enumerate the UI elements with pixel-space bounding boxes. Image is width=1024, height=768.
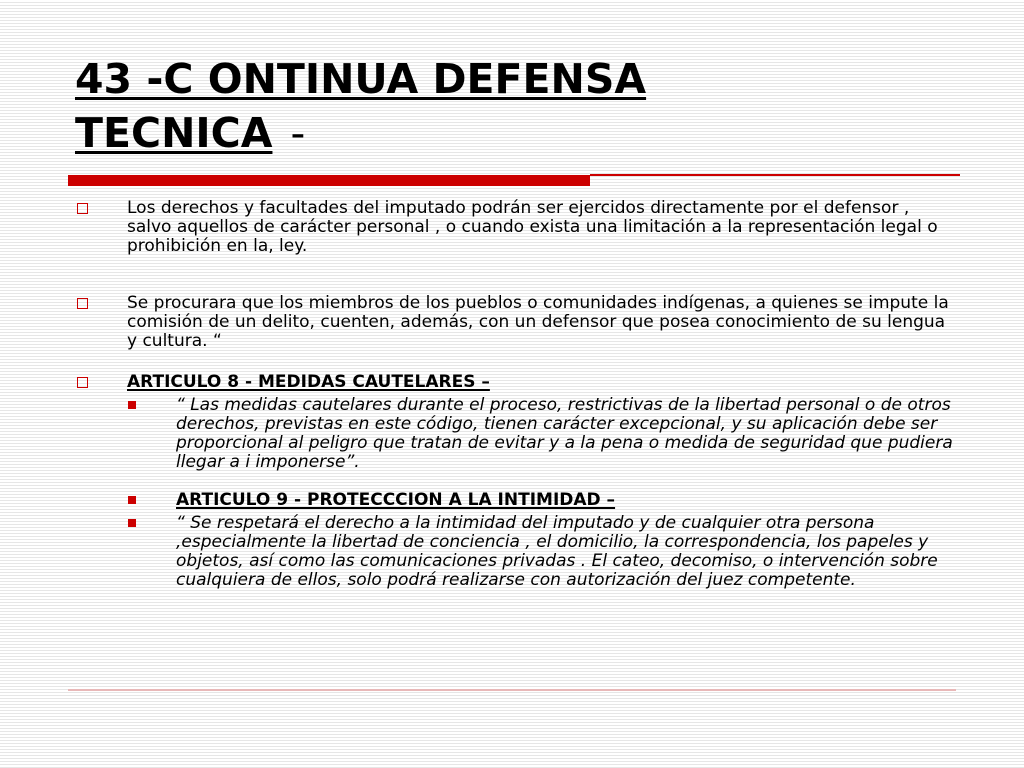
bullet-text: Los derechos y facultades del imputado podrán ser ejercidos directamente por el defensor , salvo aquellos de carácter personal , o cuando exista una limitación a la representación legal o prohibición en la, ley. bbox=[127, 198, 938, 256]
title-line-2: TECNICA bbox=[75, 109, 273, 157]
hollow-square-bullet-icon bbox=[77, 298, 88, 309]
hollow-square-bullet-icon bbox=[77, 203, 88, 214]
title-divider-line bbox=[590, 174, 960, 176]
article-9-heading: ARTICULO 9 - PROTECCCION A LA INTIMIDAD – bbox=[176, 490, 616, 510]
bullet-item bbox=[75, 294, 955, 351]
filled-square-bullet-icon bbox=[128, 401, 136, 409]
title-line-1: 43 -C ONTINUA DEFENSA bbox=[75, 55, 647, 103]
sub-bullet-text: “ Se respetará el derecho a la intimidad del imputado y de cualquier otra persona ,especialmente la libertad de conciencia , el domicilio, la correspondencia, los papeles y objetos, así como las comunicaciones privadas . El cateo, decomiso, o intervención sobre cualquiera de ellos, solo podrá realizarse con autorización del juez competente. bbox=[176, 513, 938, 590]
title-dash: - bbox=[290, 109, 306, 157]
bullet-text: Se procurara que los miembros de los pueblos o comunidades indígenas, a quienes se impute la comisión de un delito, cuenten, además, con un defensor que posea conocimiento de su lengua y cultura. “ bbox=[127, 293, 949, 351]
filled-square-bullet-icon bbox=[128, 519, 136, 527]
sub-bullet-item bbox=[75, 396, 955, 472]
article-8-heading: ARTICULO 8 - MEDIDAS CAUTELARES – bbox=[127, 372, 490, 392]
slide-title bbox=[75, 52, 975, 160]
sub-bullet-item bbox=[75, 514, 955, 590]
bullet-item bbox=[75, 199, 955, 256]
sub-bullet-text: “ Las medidas cautelares durante el proceso, restrictivas de la libertad personal o de otros derechos, previstas en este código, tienen carácter excepcional, y su aplicación debe ser proporcional al peligro que tratan de evitar y a la pena o medida de seguridad que pudiera llegar a i imponerse”. bbox=[176, 395, 953, 472]
footer-divider-line bbox=[68, 689, 956, 691]
slide-body bbox=[75, 199, 955, 590]
hollow-square-bullet-icon bbox=[77, 377, 88, 388]
title-divider-bar bbox=[68, 175, 590, 186]
filled-square-bullet-icon bbox=[128, 496, 136, 504]
bullet-item bbox=[75, 373, 955, 392]
sub-bullet-item bbox=[75, 491, 955, 510]
